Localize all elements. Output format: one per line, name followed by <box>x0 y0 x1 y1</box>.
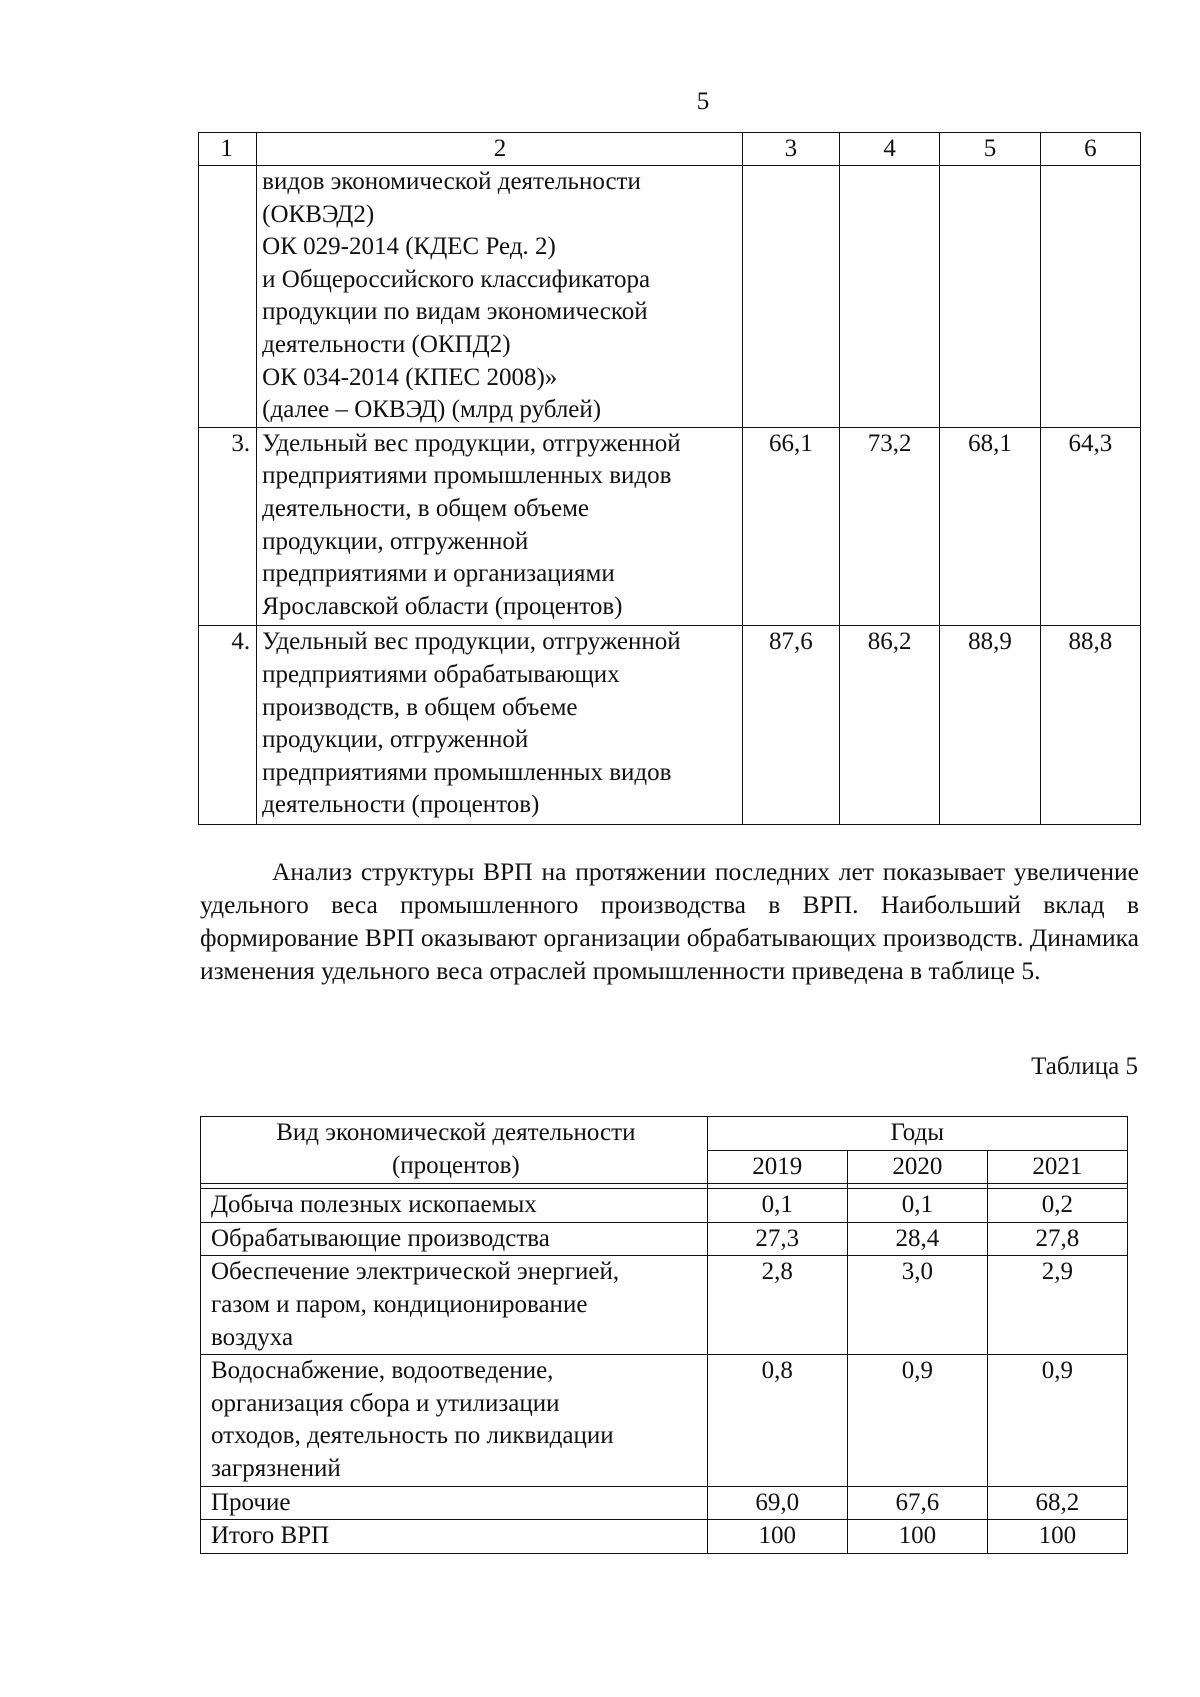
description-line: предприятиями обрабатывающих <box>262 660 620 688</box>
year-header: 2019 <box>707 1150 847 1184</box>
description-line: Удельный вес продукции, отгруженной <box>262 429 681 457</box>
header-cell: 3 <box>742 133 839 166</box>
value-cell: 73,2 <box>840 427 940 626</box>
activity-line: Обеспечение электрической энергией, <box>211 1258 620 1286</box>
description-line: предприятиями промышленных видов <box>262 758 672 786</box>
description-line: деятельности, в общем объеме <box>262 494 590 522</box>
value-cell: 68,2 <box>987 1486 1127 1520</box>
value-cell <box>940 166 1040 428</box>
value-cell: 0,1 <box>707 1189 847 1223</box>
activity-name <box>201 1222 708 1256</box>
value-cell: 88,9 <box>940 626 1040 825</box>
value-cell: 64,3 <box>1040 427 1140 626</box>
description-line: Удельный вес продукции, отгруженной <box>262 628 681 656</box>
table-row <box>201 1222 1128 1256</box>
table-row <box>201 1189 1128 1223</box>
description-line: предприятиями и организациями <box>262 560 615 588</box>
activity-line: Водоснабжение, водоотведение, <box>211 1357 554 1385</box>
activity-name <box>201 1189 708 1223</box>
activity-name <box>201 1355 708 1486</box>
value-cell: 0,8 <box>707 1355 847 1486</box>
value-cell: 0,9 <box>987 1355 1127 1486</box>
table-row <box>199 626 1141 825</box>
description-line: (ОКВЭД2) <box>262 200 375 228</box>
description-line: деятельности (ОКПД2) <box>262 330 511 358</box>
activity-line: Добыча полезных ископаемых <box>211 1191 537 1219</box>
description-line: ОК 034-2014 (КПЕС 2008)» <box>262 363 558 391</box>
page-number: 5 <box>696 88 710 115</box>
header-cell: 1 <box>199 133 257 166</box>
table-row <box>201 1256 1128 1355</box>
table-row <box>201 1486 1128 1520</box>
table-row <box>199 427 1141 626</box>
value-cell: 86,2 <box>840 626 940 825</box>
header-cell: 4 <box>840 133 940 166</box>
header-cell: 2 <box>257 133 743 166</box>
row-number: 4. <box>199 626 257 825</box>
description-line: и Общероссийского классификатора <box>262 265 651 293</box>
activity-line: загрязнений <box>211 1454 341 1482</box>
description-line: деятельности (процентов) <box>262 791 540 819</box>
year-header: 2020 <box>847 1150 987 1184</box>
value-cell <box>742 166 839 428</box>
description-line: продукции, отгруженной <box>262 726 529 754</box>
row-description <box>257 427 743 626</box>
description-line: продукции, отгруженной <box>262 527 529 555</box>
row-number <box>199 166 257 428</box>
activity-line: Итого ВРП <box>211 1522 330 1550</box>
value-cell: 28,4 <box>847 1222 987 1256</box>
table-caption: Таблица 5 <box>1031 1053 1138 1080</box>
description-line: Ярославской области (процентов) <box>262 592 623 620</box>
value-cell: 88,8 <box>1040 626 1140 825</box>
row-description <box>257 166 743 428</box>
header-line: Вид экономической деятельности <box>276 1119 636 1146</box>
value-cell: 66,1 <box>742 427 839 626</box>
value-cell: 0,2 <box>987 1189 1127 1223</box>
value-cell <box>1040 166 1140 428</box>
description-line: предприятиями промышленных видов <box>262 462 672 490</box>
value-cell: 0,9 <box>847 1355 987 1486</box>
description-line: производств, в общем объеме <box>262 693 578 721</box>
table-row <box>201 1520 1128 1554</box>
value-cell: 2,8 <box>707 1256 847 1355</box>
description-line: (далее – ОКВЭД) (млрд рублей) <box>262 396 602 424</box>
value-cell: 27,3 <box>707 1222 847 1256</box>
activity-name <box>201 1486 708 1520</box>
activity-name <box>201 1520 708 1554</box>
table-row <box>199 166 1141 428</box>
activity-line: отходов, деятельность по ликвидации <box>211 1422 614 1450</box>
activity-line: Прочие <box>211 1488 291 1516</box>
table-header-row <box>201 1117 1128 1151</box>
year-header: 2021 <box>987 1150 1127 1184</box>
value-cell: 100 <box>847 1520 987 1554</box>
value-cell: 100 <box>707 1520 847 1554</box>
value-cell <box>840 166 940 428</box>
value-cell: 68,1 <box>940 427 1040 626</box>
industry-share-table <box>200 1116 1128 1554</box>
activity-line: организация сбора и утилизации <box>211 1389 560 1417</box>
activity-name <box>201 1256 708 1355</box>
activity-line: воздуха <box>211 1323 294 1351</box>
activity-line: газом и паром, кондиционирование <box>211 1290 588 1318</box>
value-cell: 87,6 <box>742 626 839 825</box>
header-years: Годы <box>707 1117 1127 1151</box>
value-cell: 67,6 <box>847 1486 987 1520</box>
value-cell: 69,0 <box>707 1486 847 1520</box>
row-description <box>257 626 743 825</box>
table-header-row <box>199 133 1141 166</box>
description-line: видов экономической деятельности <box>262 168 641 195</box>
header-activity <box>201 1117 708 1184</box>
value-cell: 27,8 <box>987 1222 1127 1256</box>
activity-line: Обрабатывающие производства <box>211 1224 550 1252</box>
description-line: продукции по видам экономической <box>262 298 648 326</box>
table-row <box>201 1355 1128 1486</box>
header-cell: 5 <box>940 133 1040 166</box>
value-cell: 3,0 <box>847 1256 987 1355</box>
header-cell: 6 <box>1040 133 1140 166</box>
row-number: 3. <box>199 427 257 626</box>
analysis-paragraph: Анализ структуры ВРП на протяжении последних лет показывает увеличение удельного веса промышленного производства в ВРП. Наибольший вклад в формирование ВРП оказывают организации обрабатывающих производств. Динамика изменения удельного веса отраслей промышленности приведена в таблице 5. <box>200 857 1139 985</box>
header-line: (процентов) <box>391 1151 520 1179</box>
value-cell: 0,1 <box>847 1189 987 1223</box>
value-cell: 2,9 <box>987 1256 1127 1355</box>
indicators-table <box>198 132 1141 825</box>
value-cell: 100 <box>987 1520 1127 1554</box>
description-line: ОК 029-2014 (КДЕС Ред. 2) <box>262 233 556 261</box>
